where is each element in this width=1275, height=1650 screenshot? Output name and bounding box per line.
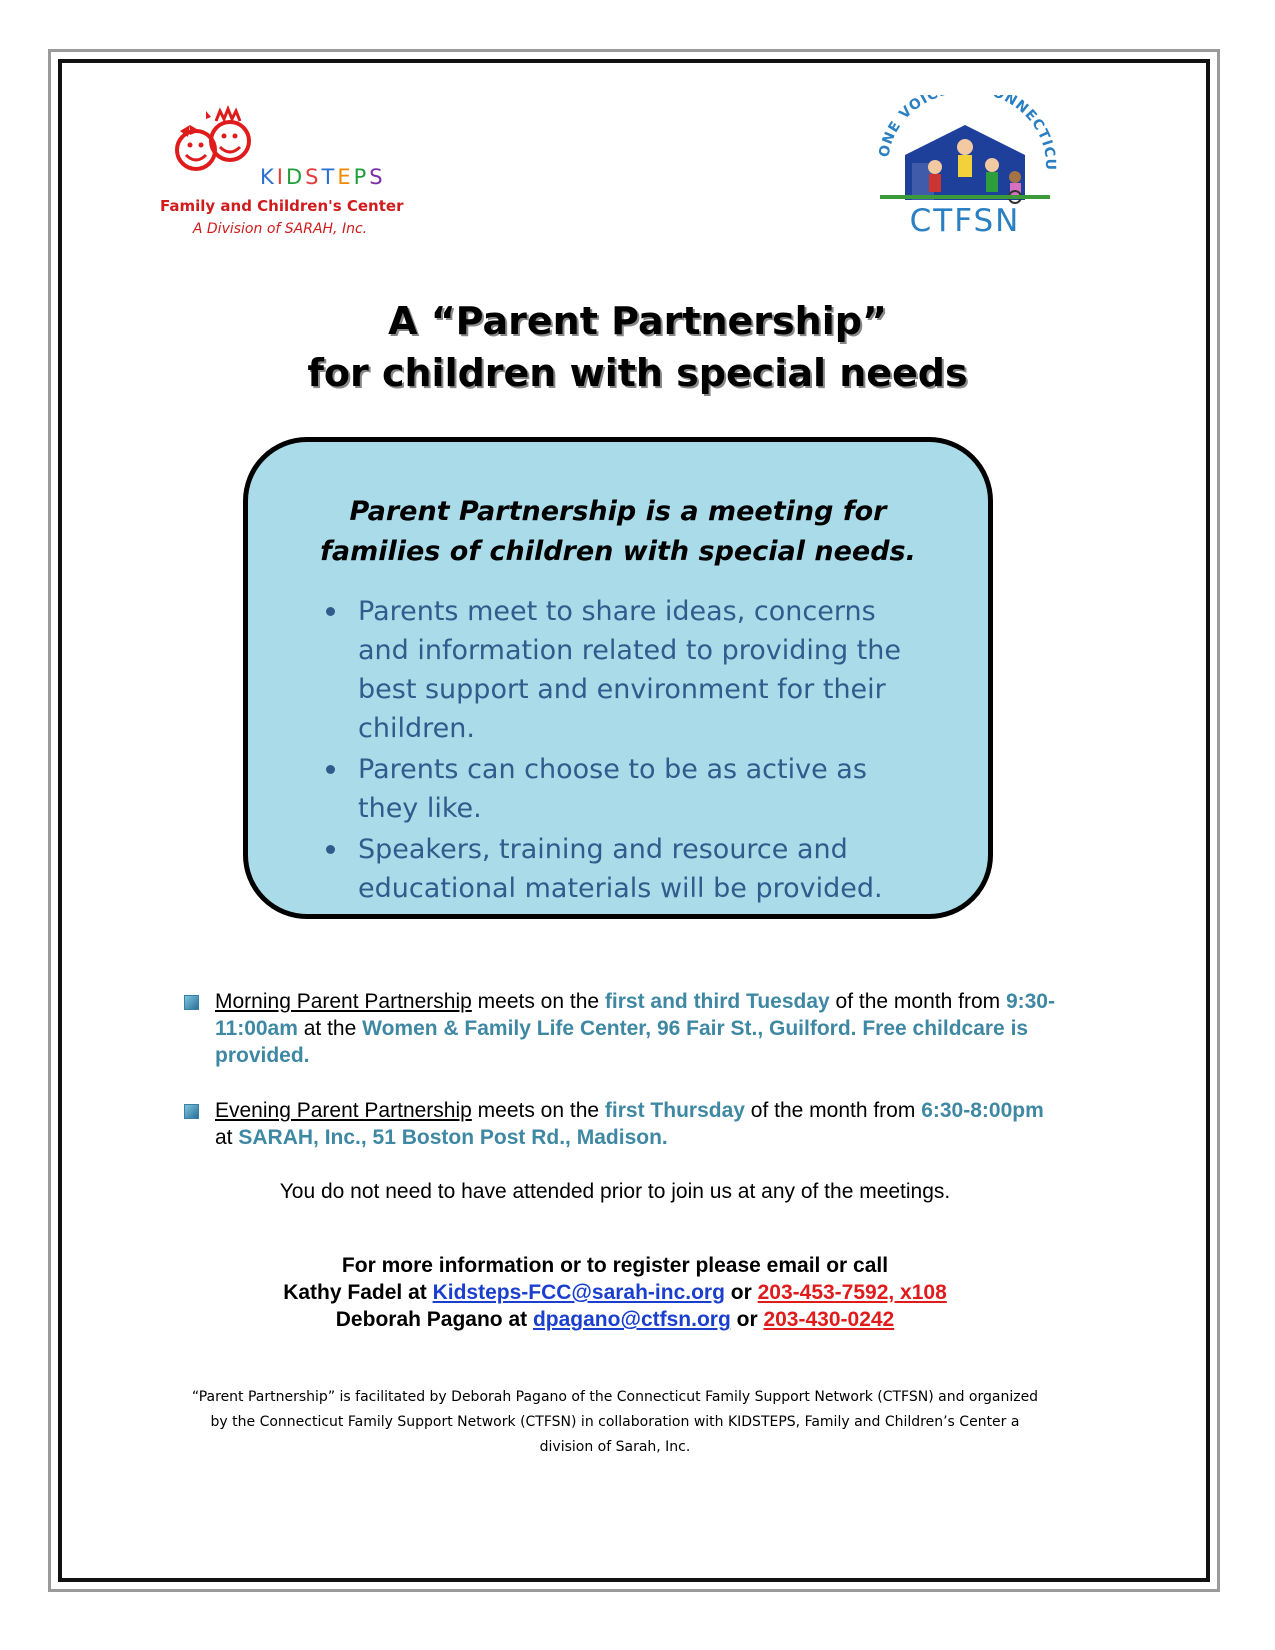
contact-or: or [724,1281,758,1304]
schedule-days: first Thursday [604,1099,745,1122]
kidsteps-letter: T [321,165,338,189]
kidsteps-logo [160,105,404,240]
schedule-time: 6:30-8:00pm [921,1099,1044,1122]
kidsteps-letter: K [260,165,277,189]
info-bullet-list [320,592,930,910]
morning-session-name: Morning Parent Partnership [215,990,472,1013]
kidsteps-letter: S [305,165,322,189]
morning-schedule [215,988,1065,1069]
kidsteps-wordmark [260,165,386,189]
schedule-location: SARAH, Inc., 51 Boston Post Rd., Madison. [238,1126,668,1149]
kidsteps-letter: D [285,165,306,189]
contact-name: Kathy Fadel at [283,1281,433,1304]
contact-kathy [0,1279,1230,1306]
info-box [243,437,993,919]
info-lead-text: Parent Partnership is a meeting for families of children with special needs. [320,496,916,567]
smiling-faces-icon [168,105,263,180]
contact-name: Deborah Pagano at [335,1308,533,1331]
kathy-phone-link[interactable]: 203-453-7592, x108 [757,1281,947,1304]
title-line-1: A “Parent Partnership” [388,299,887,343]
kidsteps-letter: P [353,165,370,189]
list-item: Parents can choose to be as active as they like. [320,750,930,828]
kidsteps-letter: S [369,165,386,189]
square-bullet-icon [184,1104,199,1119]
ctfsn-wordmark: CTFSN [909,203,1021,239]
ctfsn-logo [870,95,1060,245]
attendance-note: You do not need to have attended prior to join us at any of the meetings. [279,1180,951,1203]
ctfsn-emblem-icon [870,95,1060,205]
schedule-text: of the month from [744,1099,922,1122]
square-bullet-icon [184,995,199,1010]
kidsteps-letter: E [337,165,354,189]
list-item: Parents meet to share ideas, concerns and information related to providing the best support and environment for their children. [320,592,930,748]
list-item: Speakers, training and resource and educational materials will be provided. [320,830,930,908]
contact-block [0,1252,1230,1333]
schedule-text: of the month from [829,990,1006,1013]
page-title [0,295,1275,399]
evening-schedule [215,1097,1065,1151]
contact-or: or [730,1308,764,1331]
schedule-days: first and third Tuesday [604,990,830,1013]
kidsteps-subtitle: Family and Children's Center [160,197,404,215]
evening-session-name: Evening Parent Partnership [215,1099,472,1122]
schedule-text: at the [297,1017,363,1040]
title-line-2: for children with special needs [307,351,968,395]
kathy-email-link[interactable]: Kidsteps-FCC@sarah-inc.org [432,1281,725,1304]
schedule-text: meets on the [471,990,605,1013]
kidsteps-letter: I [276,165,286,189]
schedule-location: Women & Family Life Center, 96 Fair St., Guilford. Free childcare is provided. [215,1017,1029,1067]
kidsteps-division: A Division of SARAH, Inc. [192,221,368,237]
deborah-email-link[interactable]: dpagano@ctfsn.org [532,1308,731,1331]
schedule-text: at [215,1126,239,1149]
schedule-text: meets on the [471,1099,605,1122]
contact-heading: For more information or to register please email or call [341,1254,889,1277]
contact-deborah [0,1306,1230,1333]
footer-credit: “Parent Partnership” is facilitated by Deborah Pagano of the Connecticut Family Support Network (CTFSN) and organized by the Connecticut Family Support Network (CTFSN) in collaboration with KIDSTEPS, Family and Children’s Center a division of Sarah, Inc. [191,1389,1039,1455]
schedule-time: 9:30-11:00am [215,990,1055,1040]
ctfsn-arc-text: ONE VOI NNECTICU [876,95,1059,172]
deborah-phone-link[interactable]: 203-430-0242 [763,1308,895,1331]
